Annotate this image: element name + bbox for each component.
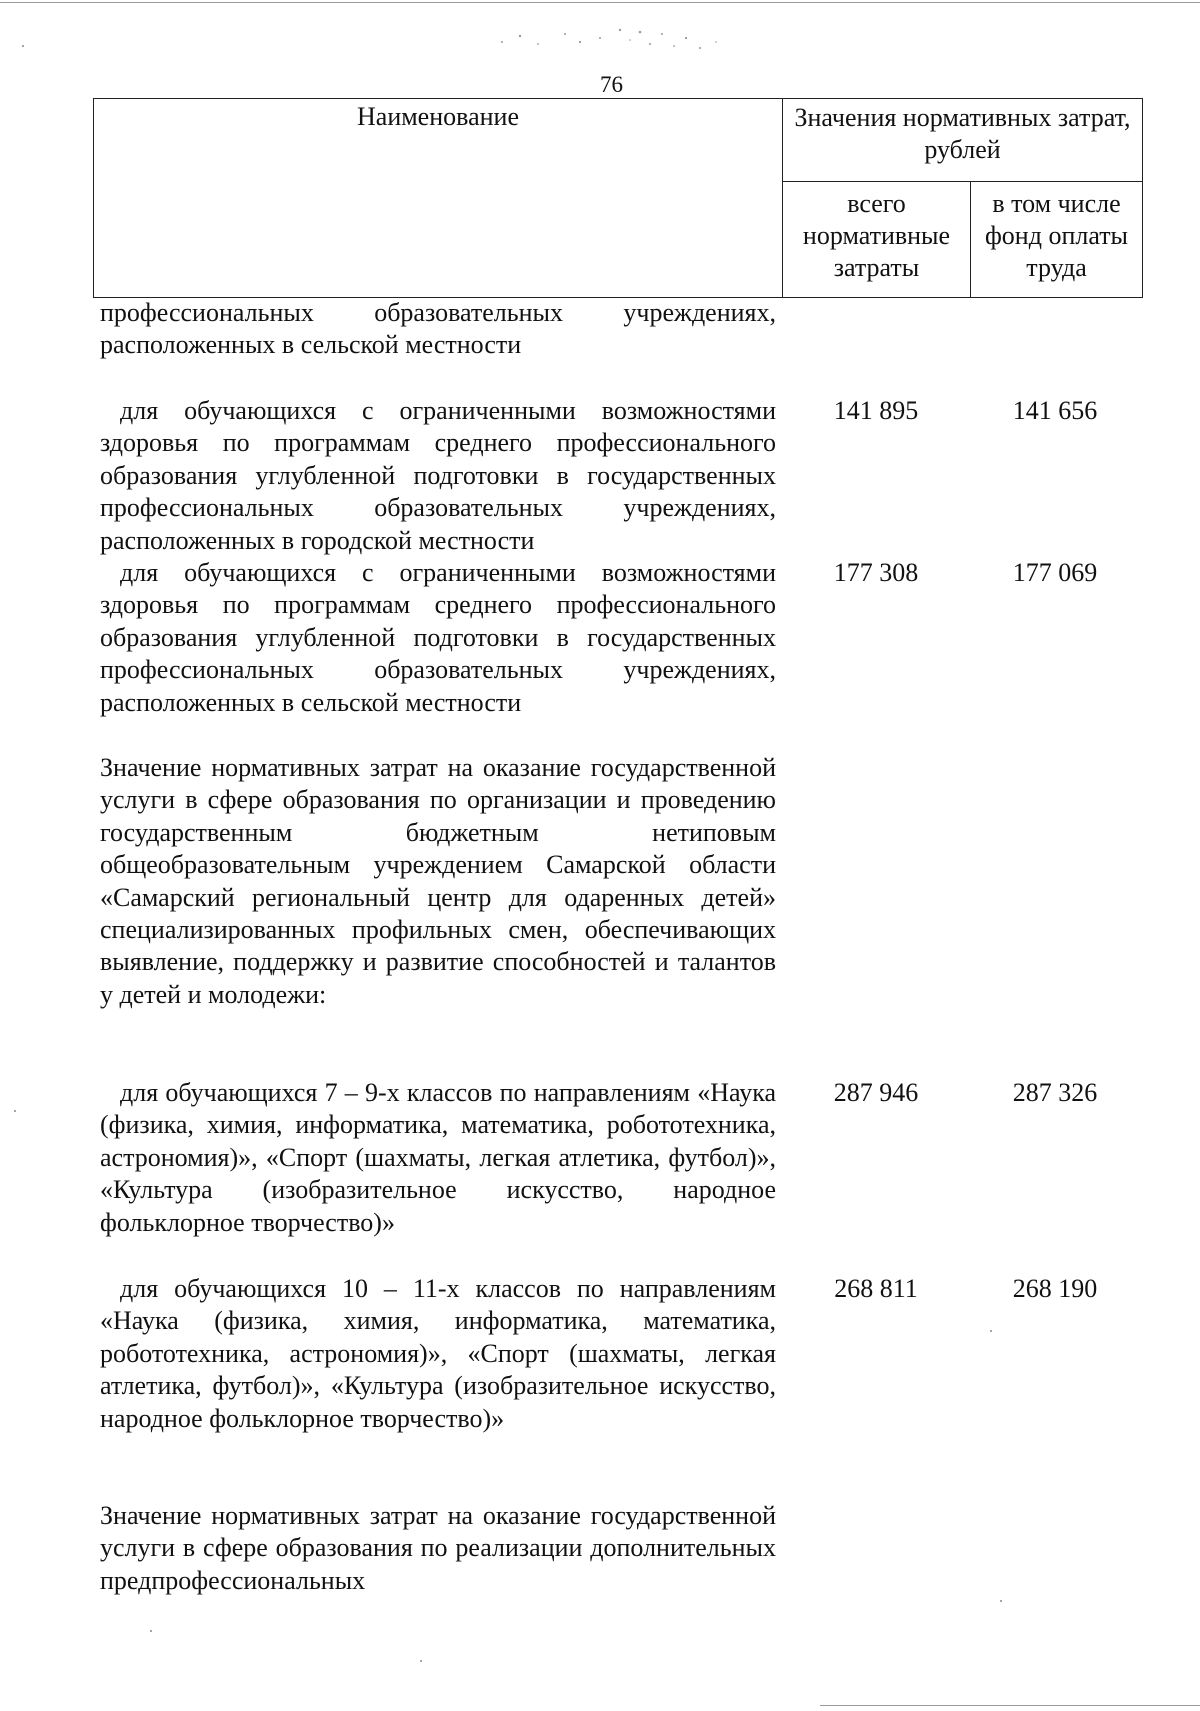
header-values-column: Значения нормативных затрат, рублей [783, 99, 1143, 182]
header-total-column: всего нормативные затраты [783, 182, 971, 298]
wage-fund-value: 287 326 [1012, 1078, 1098, 1107]
scan-speck [1000, 1600, 1002, 1602]
top-border-line [0, 2, 1200, 3]
table-row-text: для обучающихся 7 – 9-х классов по направлениям «Наука (физика, химия, информатика, математика, робототехника, астрономия)», «Спорт (шахматы, легкая атлетика, футбол)», «Культура (изобразительное искусство, народное фольклорное творчество)» [100, 1078, 776, 1237]
scan-speck [22, 45, 24, 47]
scan-speck [990, 1330, 992, 1332]
header-wage-column: в том числе фонд оплаты труда [971, 182, 1143, 298]
scan-speck [420, 1660, 422, 1662]
scan-speck [150, 1630, 152, 1632]
total-cost-value: 141 895 [833, 396, 919, 425]
table-row-text: для обучающихся 10 – 11-х классов по направлениям «Наука (физика, химия, информатика, математика, робототехника, астрономия)», «Спорт (шахматы, легкая атлетика, футбол)», «Культура (изобразительное искусство, народное фольклорное творчество)» [100, 1274, 776, 1433]
table-row-text: профессиональных образовательных учреждениях, расположенных в сельской местности [100, 298, 776, 360]
total-cost-value: 268 811 [834, 1274, 918, 1303]
header-name-column: Наименование [94, 99, 783, 298]
wage-fund-value: 141 656 [1012, 396, 1098, 425]
page-number: 76 [600, 72, 623, 97]
scan-speck [14, 1110, 16, 1112]
table-row-text: Значение нормативных затрат на оказание государственной услуги в сфере образования по реализации дополнительных предпрофессиональных [100, 1501, 776, 1595]
table-row-text: для обучающихся с ограниченными возможностями здоровья по программам среднего профессионального образования углубленной подготовки в государственных профессиональных образовательных учреждениях, расположенных в сельской местности [100, 558, 776, 717]
wage-fund-value: 177 069 [1012, 558, 1098, 587]
scan-noise-mark [490, 22, 750, 52]
table-row-text: для обучающихся с ограниченными возможностями здоровья по программам среднего профессионального образования углубленной подготовки в государственных профессиональных образовательных учреждениях, расположенных в городской местности [100, 396, 776, 555]
table-header [93, 98, 1143, 298]
table-row-text: Значение нормативных затрат на оказание государственной услуги в сфере образования по организации и проведению государственным бюджетным нетиповым общеобразовательным учреждением Самарской области «Самарский региональный центр для одаренных детей» специализированных профильных смен, обеспечивающих выявление, поддержку и развитие способностей и талантов у детей и молодежи: [100, 753, 776, 1009]
wage-fund-value: 268 190 [1012, 1274, 1098, 1303]
total-cost-value: 177 308 [833, 558, 919, 587]
bottom-border-line [820, 1705, 1200, 1706]
total-cost-value: 287 946 [833, 1078, 919, 1107]
